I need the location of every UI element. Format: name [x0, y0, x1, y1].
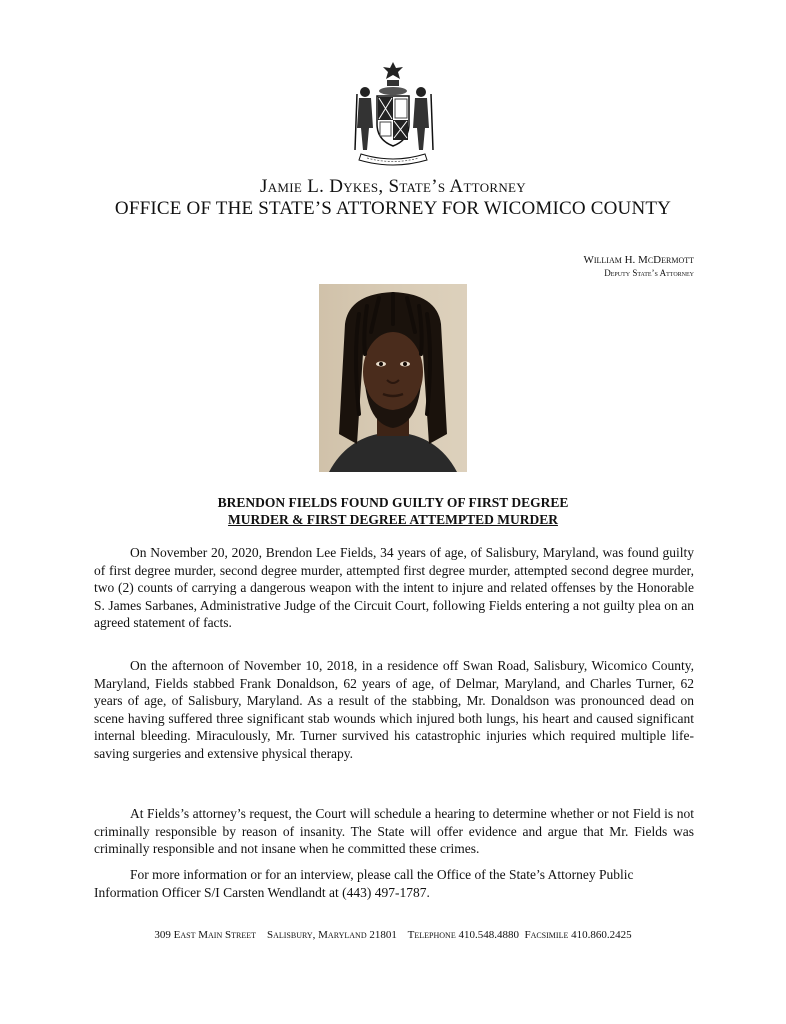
deputy-block — [583, 254, 694, 279]
press-headline — [0, 494, 786, 528]
states-attorney-name: Jamie L. Dykes, State’s Attorney — [260, 176, 526, 197]
deputy-name: William H. McDermott — [583, 254, 694, 266]
body-paragraph-3: At Fields’s attorney’s request, the Court will schedule a hearing to determine whether or not Field is not criminally responsible by reason of insanity. The State will offer evidence and argue that Mr. Fields was criminally responsible and not insane when he committed these crimes. — [94, 806, 694, 857]
body-paragraph-2: On the afternoon of November 10, 2018, in a residence off Swan Road, Salisbury, Wicomico County, Maryland, Fields stabbed Frank Donaldson, 62 years of age, of Delmar, Maryland, and Charles Turner, 62 years of age, of Salisbury, Maryland. As a result of the stabbing, Mr. Donaldson was pronounced dead on scene having suffered three significant stab wounds which injured both lungs, his heart and caused significant internal bleeding. Miraculously, Mr. Turner survived his catastrophic injuries which required multiple life-saving surgeries and extensive physical therapy. — [94, 658, 694, 761]
headline-line-2: MURDER & FIRST DEGREE ATTEMPTED MURDER — [228, 512, 558, 527]
body-paragraph-1: On November 20, 2020, Brendon Lee Fields, 34 years of age, of Salisbury, Maryland, was found guilty of first degree murder, second degree murder, attempted first degree murder, attempted second degree murder, two (2) counts of carrying a dangerous weapon with the intent to injure and related offenses by the Honorable S. James Sarbanes, Administrative Judge of the Circuit Court, following Fields entering a not guilty plea on an agreed statement of facts. — [94, 545, 694, 631]
maryland-seal-logo — [343, 58, 443, 168]
address-footer: 309 East Main Street Salisbury, Maryland 21801 Telephone 410.548.4880 Facsimile 410.860.2425 — [154, 929, 632, 941]
deputy-title: Deputy State’s Attorney — [604, 268, 694, 278]
booking-photo — [319, 284, 467, 472]
headline-line-1: BRENDON FIELDS FOUND GUILTY OF FIRST DEGREE — [217, 495, 569, 510]
contact-paragraph: For more information or for an interview, please call the Office of the State’s Attorney Public Information Officer S/I Carsten Wendlandt at (443) 497-1787. — [94, 867, 634, 900]
office-title: OFFICE OF THE STATE’S ATTORNEY FOR WICOMICO COUNTY — [114, 198, 672, 219]
